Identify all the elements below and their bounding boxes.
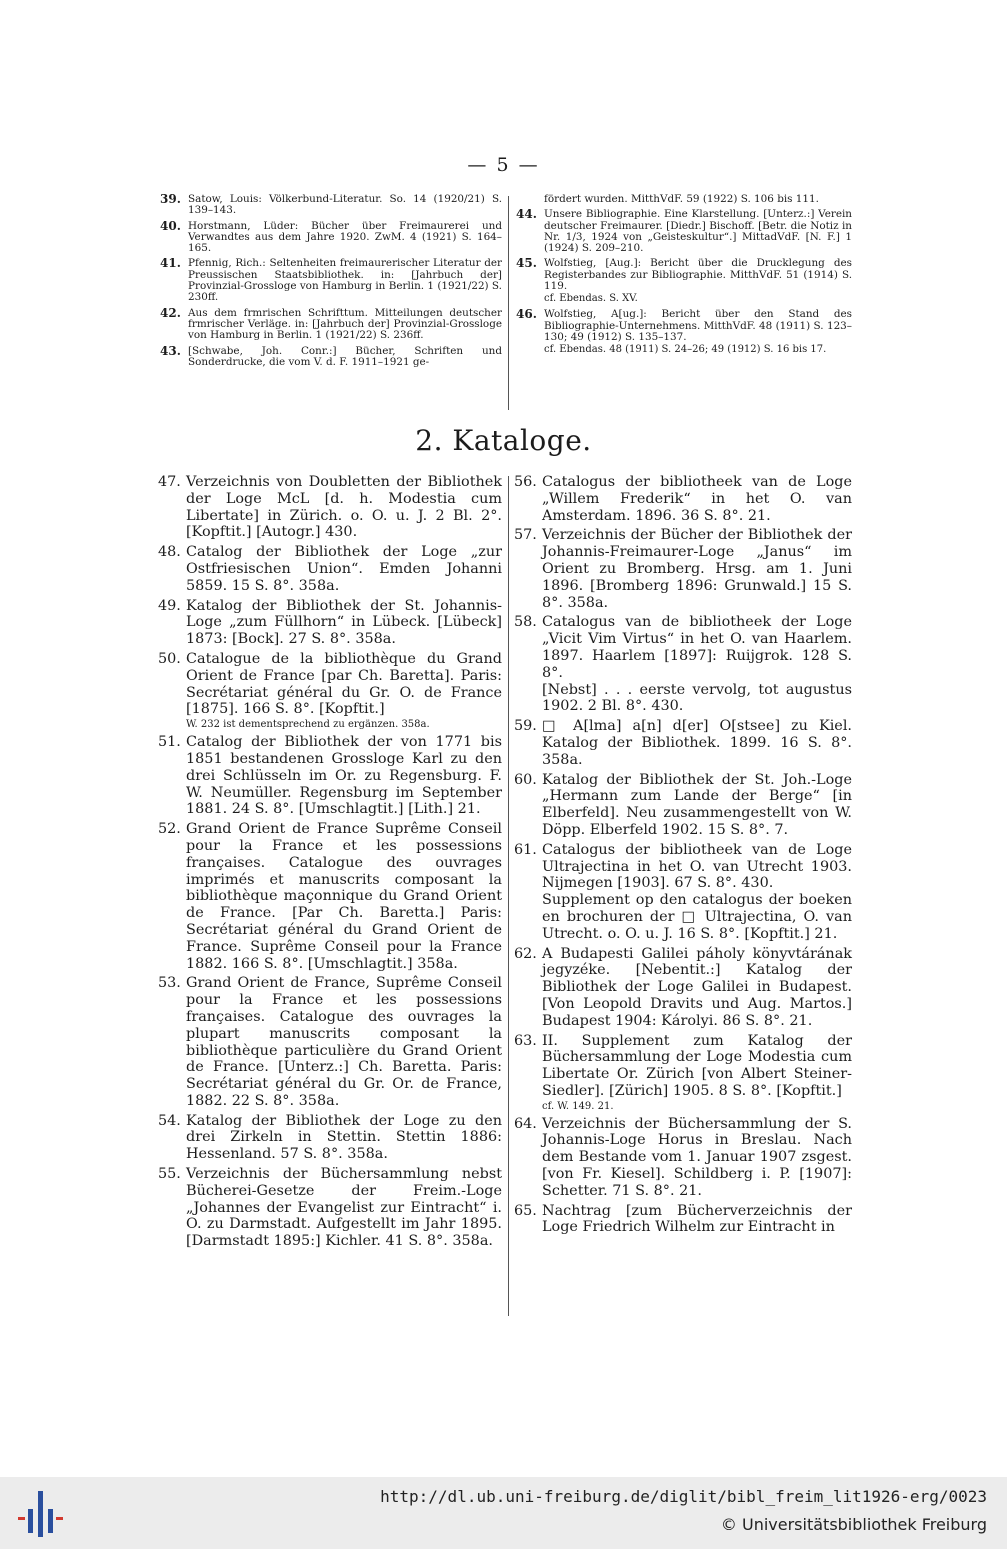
list-item: 45. Wolfstieg, [Aug.]: Bericht über die Drucklegung des Registerbandes zur Bibliographie. MitthVdF. 51 (1914) S. 119. cf. Ebendas. S. XV. (516, 256, 852, 305)
list-item: 41. Pfennig, Rich.: Seltenheiten freimaurerischer Literatur der Preussischen Staatsbibliothek. in: [Jahrbuch der] Provinzial-Grossloge von Hamburg in Berlin. 1 (1921/22) S. 230ff. (160, 256, 502, 304)
top-right-column (516, 194, 852, 360)
list-item: 55. Verzeichnis der Büchersammlung nebst Bücherei-Gesetze der Freim.-Loge „Johannes der Evangelist zur Eintracht“ i. O. zu Darmstadt. Aufgestellt im Jahr 1895. [Darmstadt 1895:] Kichler. 41 S. 8°. 358a. (158, 1166, 502, 1250)
list-item: 59. □ A[lma] a[n] d[er] O[stsee] zu Kiel. Katalog der Bibliothek. 1899. 16 S. 8°. 358a. (514, 718, 852, 768)
list-item: 56. Catalogus der bibliotheek van de Loge „Willem Frederik“ in het O. van Amsterdam. 1896. 36 S. 8°. 21. (514, 474, 852, 524)
top-left-column (160, 194, 502, 372)
footer-bar (0, 1477, 1007, 1549)
list-item: 63. II. Supplement zum Katalog der Büchersammlung der Loge Modestia cum Libertate Or. Zürich [von Albert Steiner-Siedler]. [Zürich] 1905. 8 S. 8°. [Kopftit.] cf. W. 149. 21. (514, 1032, 852, 1112)
list-item: 40. Horstmann, Lüder: Bücher über Freimaurerei und Verwandtes aus dem Jahre 1920. ZwM. 4 (1921) S. 164–165. (160, 218, 502, 255)
list-item: 57. Verzeichnis der Bücher der Bibliothek der Johannis-Freimaurer-Loge „Janus“ im Orient zu Bromberg. Hrsg. am 1. Juni 1896. [Bromberg 1896: Grunwald.] 15 S. 8°. 358a. (514, 527, 852, 611)
list-item: 49. Katalog der Bibliothek der St. Johannis-Loge „zum Füllhorn“ in Lübeck. [Lübeck] 1873: [Bock]. 27 S. 8°. 358a. (158, 597, 502, 648)
page-number: — 5 — (467, 154, 540, 176)
list-item: 52. Grand Orient de France Suprême Conseil pour la France et les possessions françaises. Catalogue des ouvrages imprimés et manuscrits composant la bibliothèque maçonnique du Grand Orient de France. [Par Ch. Baretta.] Paris: Secrétariat général du Grand Orient de France. Suprême Conseil pour la France 1882. 166 S. 8°. [Umschlagtit.] 358a. (158, 821, 502, 972)
list-item: 42. Aus dem frmrischen Schrifttum. Mitteilungen deutscher frmrischer Verläge. in: [Jahrbuch der] Provinzial-Grossloge von Hamburg in Berlin. 1 (1921/22) S. 236ff. (160, 305, 502, 342)
list-item: 61. Catalogus der bibliotheek van de Loge Ultrajectina in het O. van Utrecht 1903. Nijmegen [1903]. 67 S. 8°. 430. Supplement op den catalogus der boeken en brochuren der □ Ultrajectina, O. van Utrecht. o. O. u. J. 16 S. 8°. [Kopftit.] 21. (514, 841, 852, 942)
list-item: 39. Satow, Louis: Völkerbund-Literatur. So. 14 (1920/21) S. 139–143. (160, 192, 502, 217)
list-item: 50. Catalogue de la bibliothèque du Grand Orient de France [par Ch. Baretta]. Paris: Secrétariat général du Gr. O. de France [1875]. 166 S. 8°. [Kopftit.] W. 232 ist dementsprechend zu ergänzen. 358a. (158, 650, 502, 731)
list-item: 64. Verzeichnis der Büchersammlung der S. Johannis-Loge Horus in Breslau. Nach dem Bestande vom 1. Januar 1907 zsgest. [von Fr. Kiesel]. Schildberg i. P. [1907]: Schetter. 71 S. 8°. 21. (514, 1115, 852, 1199)
column-rule-top (508, 196, 509, 410)
list-item: 53. Grand Orient de France, Suprême Conseil pour la France et les possessions françaises. Catalogue des ouvrages la plupart manuscrits composant la bibliothèque particulière du Grand Orient de France. [Unterz.:] Ch. Baretta. Paris: Secrétariat général du Gr. Or. de France, 1882. 22 S. 8°. 358a. (158, 975, 502, 1109)
left-column (158, 474, 502, 1253)
list-item: 43. [Schwabe, Joh. Conr.:] Bücher, Schriften und Sonderdrucke, die vom V. d. F. 1911–1921 ge- (160, 343, 502, 368)
list-item: 65. Nachtrag [zum Bücherverzeichnis der Loge Friedrich Wilhelm zur Eintracht in (514, 1202, 852, 1236)
source-url-link[interactable]: http://dl.ub.uni-freiburg.de/diglit/bibl_freim_lit1926-erg/0023 (380, 1487, 987, 1506)
list-item: 44. Unsere Bibliographie. Eine Klarstellung. [Unterz.:] Verein deutscher Freimaurer. [Diedr.] Bischoff. [Betr. die Notiz in Nr. 1/3, 1924 von „Geisteskultur“.] MittadVdF. [N. F.] 1 (1924) S. 209–210. (516, 207, 852, 255)
right-column (514, 474, 852, 1239)
list-item: 46. Wolfstieg, A[ug.]: Bericht über den Stand des Bibliographie-Unternehmens. MitthVdF. 48 (1911) S. 123–130; 49 (1912) S. 135–137. cf. Ebendas. 48 (1911) S. 24–26; 49 (1912) S. 16 bis 17. (516, 307, 852, 356)
copyright-text: © Universitätsbibliothek Freiburg (720, 1515, 987, 1534)
list-item: 58. Catalogus van de bibliotheek der Loge „Vicit Vim Virtus“ in het O. van Haarlem. 1897. Haarlem [1897]: Ruijgrok. 128 S. 8°. [Nebst] . . . eerste vervolg, tot augustus 1902. 2 Bl. 8°. 430. (514, 614, 852, 715)
library-logo-icon (18, 1491, 64, 1537)
section-heading: 2. Kataloge. (415, 424, 592, 457)
continuation-text: fördert wurden. MitthVdF. 59 (1922) S. 106 bis 111. (544, 193, 819, 205)
list-item: 51. Catalog der Bibliothek der von 1771 bis 1851 bestandenen Grossloge Karl zu den drei Schlüsseln im Or. zu Regensburg. F. W. Neumüller. Regensburg im September 1881. 24 S. 8°. [Umschlagtit.] [Lith.] 21. (158, 734, 502, 818)
list-item: 48. Catalog der Bibliothek der Loge „zur Ostfriesischen Union“. Emden Johanni 5859. 15 S. 8°. 358a. (158, 544, 502, 594)
column-rule-main (508, 476, 509, 1316)
list-item: 62. A Budapesti Galilei páholy könyvtárának jegyzéke. [Nebentit.:] Katalog der Bibliothek der Loge Galilei in Budapest. [Von Leopold Dravits und Aug. Martos.] Budapest 1904: Károlyi. 86 S. 8°. 21. (514, 945, 852, 1029)
list-item: 47. Verzeichnis von Doubletten der Bibliothek der Loge McL [d. h. Modestia cum Libertate] in Zürich. o. O. u. J. 2 Bl. 2°. [Kopftit.] [Autogr.] 430. (158, 474, 502, 541)
list-item: 54. Katalog der Bibliothek der Loge zu den drei Zirkeln in Stettin. Stettin 1886: Hessenland. 57 S. 8°. 358a. (158, 1112, 502, 1163)
list-item: 60. Katalog der Bibliothek der St. Joh.-Loge „Hermann zum Lande der Berge“ [in Elberfeld]. Neu zusammengestellt von W. Döpp. Elberfeld 1902. 15 S. 8°. 7. (514, 771, 852, 838)
